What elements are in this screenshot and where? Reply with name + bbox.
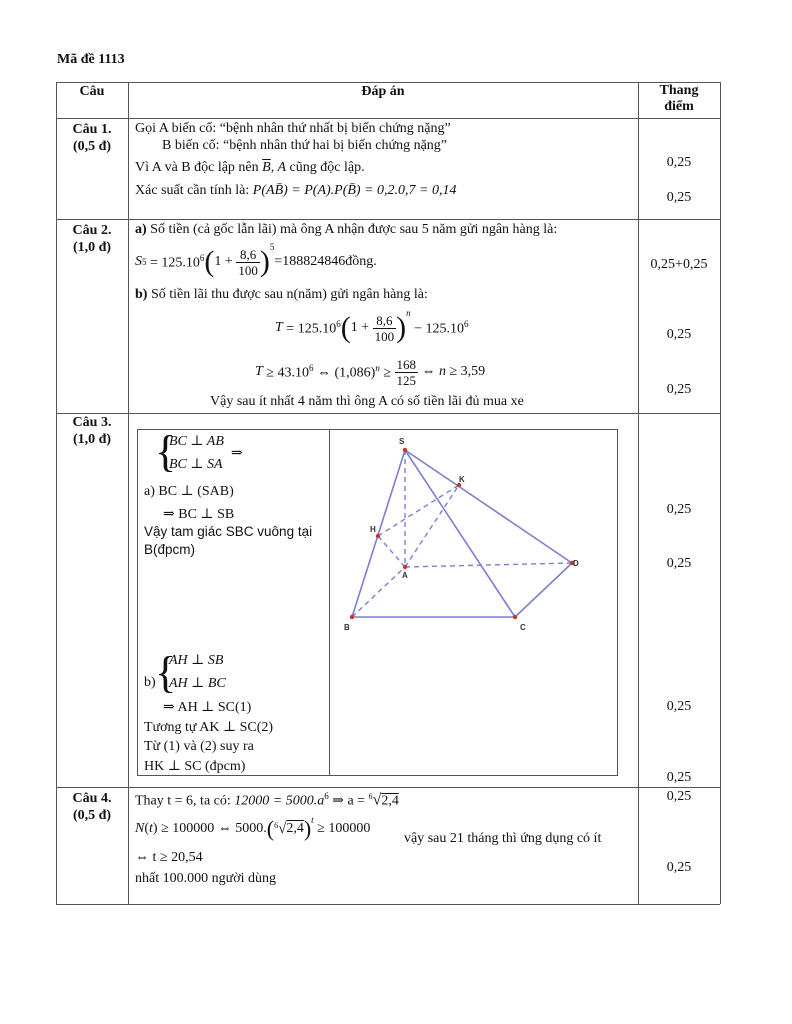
q2-score-1: 0,25+0,25 [650, 257, 708, 272]
q2-s5-unit: đồng. [345, 254, 377, 269]
q4-line1-a: Thay t = 6, ta có: [135, 793, 235, 809]
q3-score-2: 0,25 [666, 556, 692, 571]
point-c [513, 615, 517, 619]
q2-a-text [135, 222, 557, 238]
header-dap-an: Đáp án [361, 84, 405, 99]
q3-brace-1: { [155, 427, 177, 476]
point-a [403, 565, 407, 569]
q4-label [56, 790, 128, 824]
edge-hk [378, 485, 459, 536]
q3-sys1-l1: BC ⊥ AB [169, 434, 224, 449]
q2-s5-formula: S 5 = $125.10^6$ ( 1 + $\frac{8,6}{100}$ ) $^5$ =188824846 đồng. [135, 242, 377, 278]
q1-line3: Vì A và B độc lập nên $\overline{B}$, A cũng độc lập. [135, 160, 365, 175]
q4-points: (0,5 đ) [72, 808, 112, 823]
q4-title: Câu 4. [72, 791, 112, 806]
edge-ak [405, 485, 459, 567]
header-thang-line1: Thang [659, 83, 699, 98]
header-cau: Câu [79, 84, 105, 99]
q2-points: (1,0 đ) [72, 240, 112, 255]
q3-score-3: 0,25 [666, 699, 692, 714]
q1-title: Câu 1. [72, 122, 112, 137]
q4-score-1: 0,25 [666, 789, 692, 804]
q2-b-text [135, 287, 428, 303]
q1-score-2: 0,25 [666, 190, 692, 205]
q2-title: Câu 2. [72, 223, 112, 238]
q3-implies-1: ⇒ [231, 446, 243, 461]
q2-b-label: b) [135, 287, 148, 302]
point-b [350, 615, 354, 619]
q2-label [56, 222, 128, 256]
q4-score-2: 0,25 [666, 860, 692, 875]
q2-score-2: 0,25 [666, 327, 692, 342]
q2-conclusion: Vậy sau ít nhất 4 năm thì ông A có số tiền lãi đủ mua xe [210, 394, 524, 409]
q3-b-imp: ⇒ AH ⊥ SC(1) [163, 700, 252, 715]
q3-sys2-l1: AH ⊥ SB [169, 653, 224, 668]
q2-b-desc: Số tiền lãi thu được sau n(năm) gửi ngân hàng là: [147, 287, 428, 302]
q4-line1: Thay t = 6, ta có: $12000 = 5000.a^6$ ⇒ a = $^6$√2,4 [135, 791, 399, 809]
q2-inequality: T ≥ $43.10^6$ ⇔ $(1,086)^n$ ≥ $\frac{168}{125}$ ⇔ n ≥ 3,59 [255, 356, 486, 388]
q1-label [56, 121, 128, 155]
q1-line3-a: Vì A và B độc lập nên [135, 160, 263, 175]
q2-a-label: a) [135, 222, 147, 237]
q2-a-desc: Số tiền (cả gốc lẫn lãi) mà ông A nhận được sau 5 năm gửi ngân hàng là: [146, 222, 558, 237]
edge-sd [405, 450, 572, 563]
q1-score-1: 0,25 [666, 155, 692, 170]
q4-line3: ⇔ t ≥ 20,54 [135, 850, 203, 865]
q1-line4-a: Xác suất cần tính là: [135, 183, 253, 198]
q2-s5-value: =188824846 [274, 254, 346, 269]
q3-sys2-l2: AH ⊥ BC [169, 676, 226, 691]
header-thang-diem [638, 83, 720, 115]
q1-formula: P(AB̄) = P(A).P(B̄) = 0,2.0,7 = 0,14 [252, 183, 457, 198]
q1-line4 [135, 183, 456, 199]
q4-line2-tail: vậy sau 21 tháng thì ứng dụng có ít [404, 831, 602, 846]
q4-line1-c: ⇒ a = [328, 793, 369, 809]
exam-code: Mã đề 1113 [57, 52, 125, 67]
q3-sys1-l2: BC ⊥ SA [169, 457, 223, 472]
q3-b-from: Từ (1) và (2) suy ra [144, 739, 254, 754]
point-h [376, 534, 380, 538]
q4-line4: nhất 100.000 người dùng [135, 871, 276, 886]
q3-a-imp: ⇒ BC ⊥ SB [163, 507, 235, 522]
q3-b-conc: HK ⊥ SC (đpcm) [144, 759, 246, 774]
label-a: A [402, 571, 408, 580]
q3-b-sim: Tương tự AK ⊥ SC(2) [144, 720, 274, 735]
q4-line2: N ( t ) ≥ 100000 ⇔ 5000. ( $^6$ √ 2,4 ) $^t$ ≥ 100000 [135, 815, 371, 841]
label-d: D [573, 559, 579, 568]
point-s [403, 448, 407, 452]
q4-line1-b: 12000 = 5000.a [234, 793, 325, 809]
label-k: K [459, 475, 465, 484]
q3-label [56, 414, 128, 448]
q2-t-formula: T = $125.10^6$ ( 1 + $\frac{8,6}{100}$ ) $^n$ − $125.10^6$ [275, 308, 469, 344]
pyramid-figure [330, 430, 617, 660]
label-b: B [344, 623, 350, 632]
q3-score-1: 0,25 [666, 502, 692, 517]
q3-a-line: a) BC ⊥ (SAB) [144, 484, 234, 499]
q1-line3-b: cũng độc lập. [286, 160, 365, 175]
label-s: S [399, 437, 405, 446]
edge-cd [515, 563, 572, 617]
label-h: H [370, 525, 376, 534]
q3-b-label: b) [144, 675, 156, 690]
q3-a-conc2: B(đpcm) [144, 542, 196, 557]
header-thang-line2: điểm [664, 99, 694, 114]
q3-score-4: 0,25 [666, 770, 692, 785]
edge-ah [378, 536, 405, 567]
q3-brace-2: { [155, 648, 177, 697]
label-c: C [520, 623, 526, 632]
q1-line2: B biến cố: “bệnh nhân thứ hai bị biến chứng nặng” [162, 138, 447, 153]
q3-a-conc1: Vậy tam giác SBC vuông tại [144, 524, 313, 539]
q2-score-3: 0,25 [666, 382, 692, 397]
q1-points: (0,5 đ) [72, 139, 112, 154]
q1-line1: Gọi A biến cố: “bệnh nhân thứ nhất bị biến chứng nặng” [135, 121, 451, 136]
q3-points: (1,0 đ) [72, 432, 112, 447]
edge-ad [405, 563, 572, 567]
q3-title: Câu 3. [72, 415, 112, 430]
